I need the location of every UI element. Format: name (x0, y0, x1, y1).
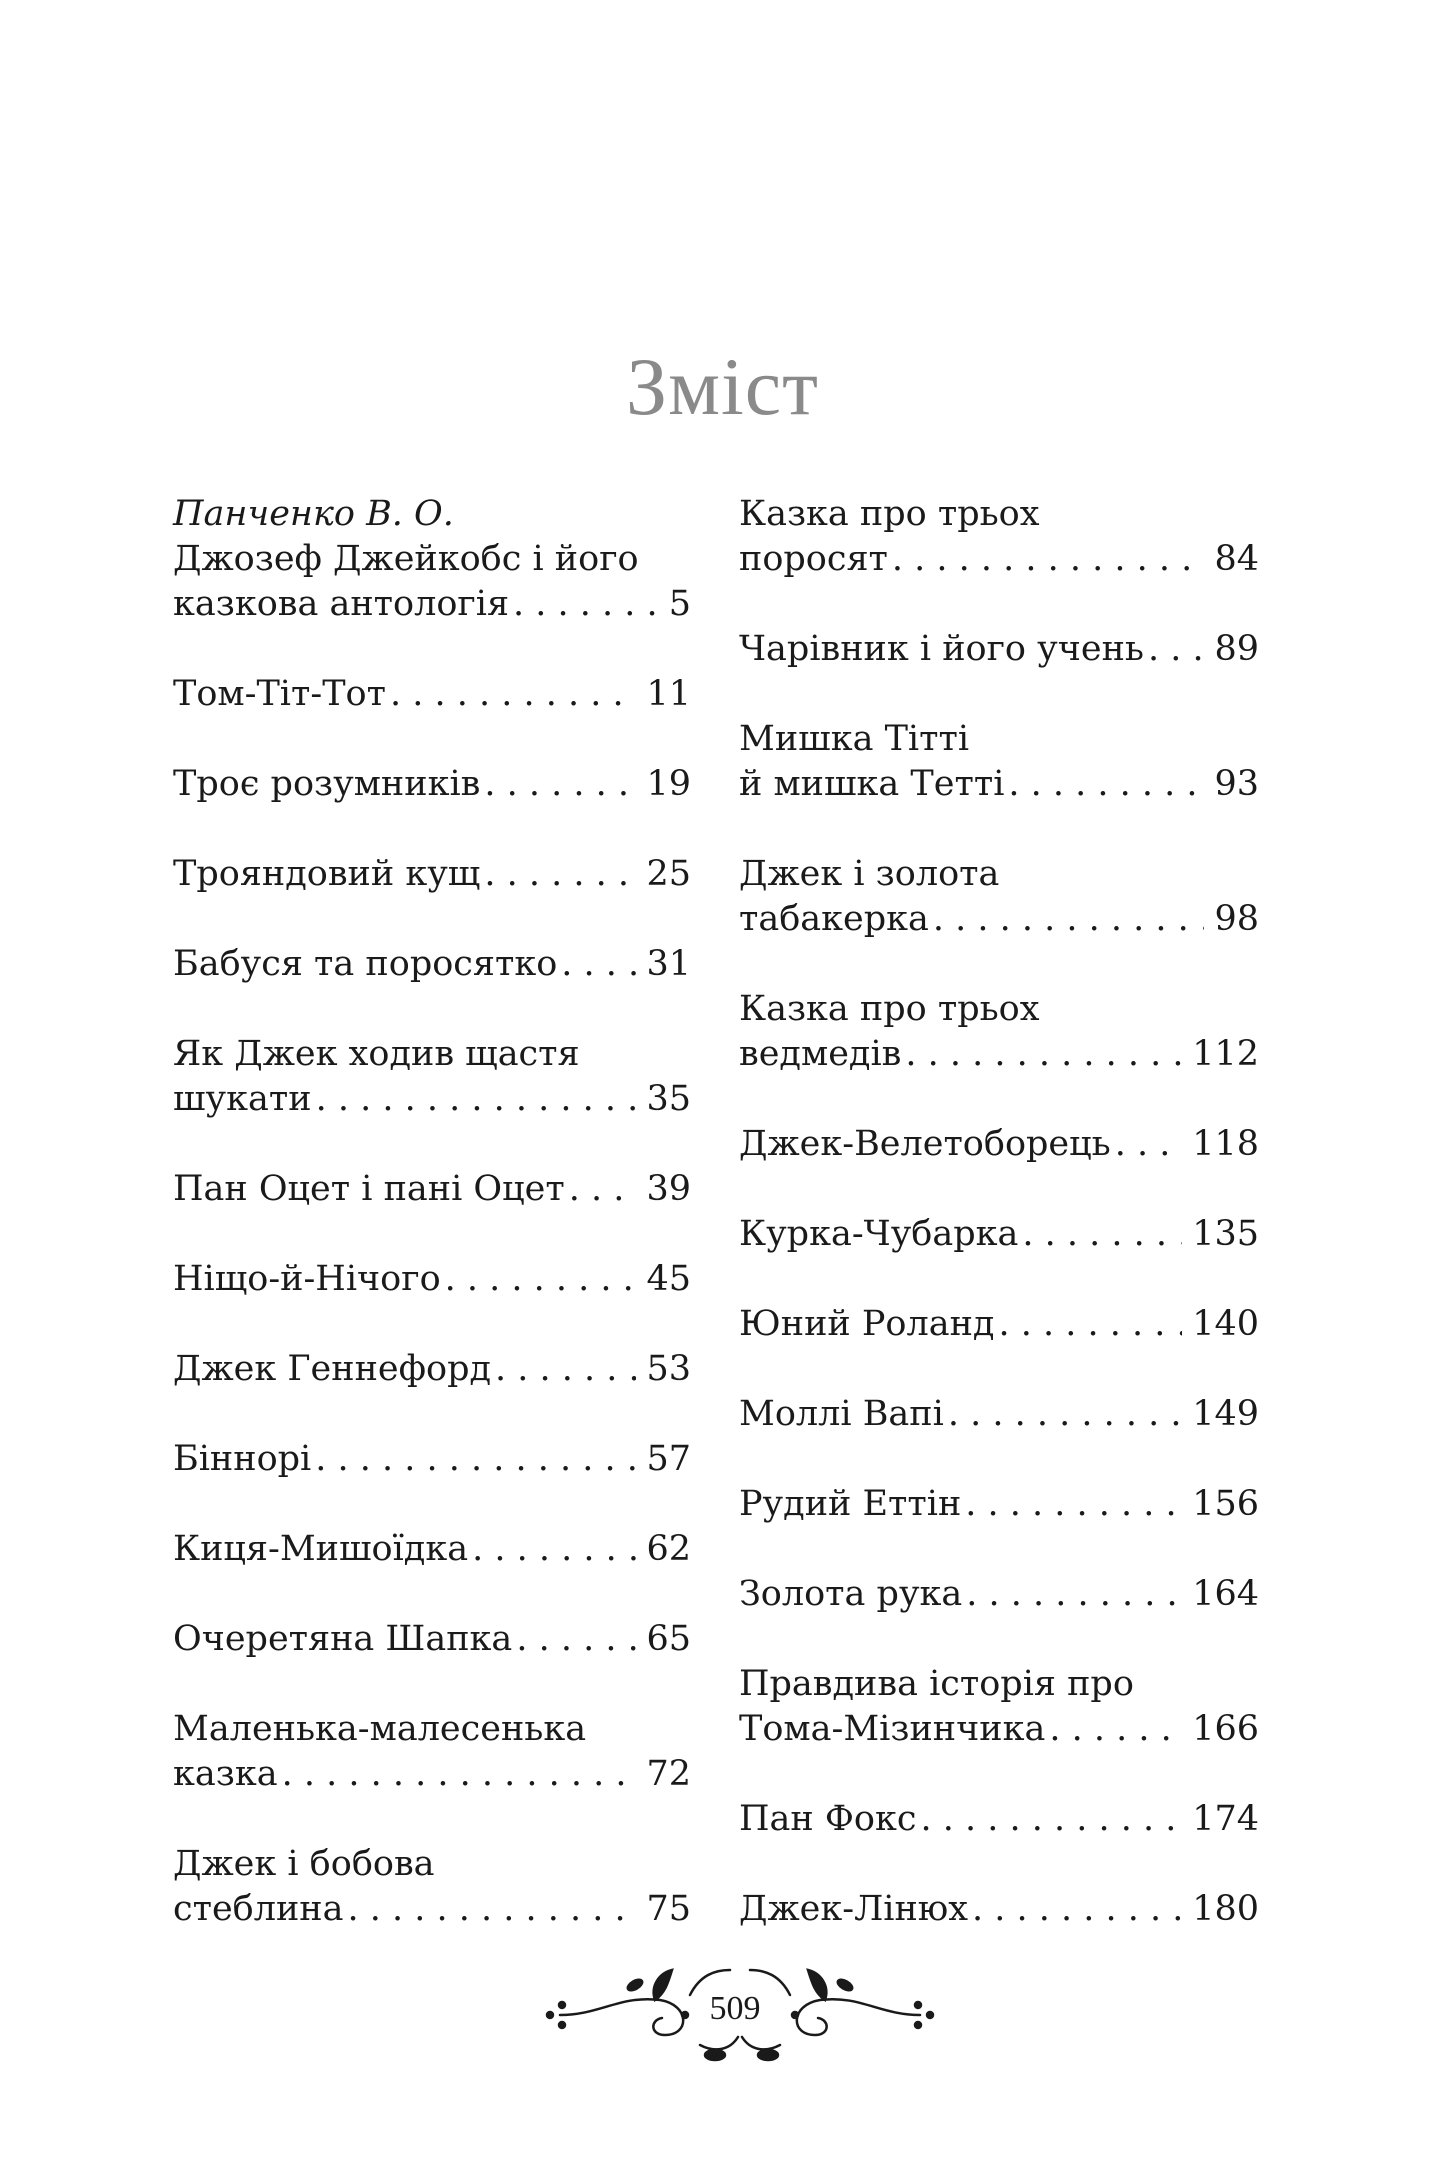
dot-leader (491, 1347, 636, 1392)
toc-entry-title: Троє розумників (173, 764, 481, 804)
toc-entry-page: 62 (646, 1529, 691, 1569)
dot-leader (557, 942, 636, 987)
dot-leader (962, 1572, 1182, 1617)
dot-leader (512, 1617, 636, 1662)
toc-entry-page: 149 (1192, 1394, 1259, 1434)
toc-entry[interactable] (739, 1212, 1259, 1257)
toc-entry-page: 156 (1192, 1484, 1259, 1524)
toc-entry-title: Киця-Мишоїдка (173, 1529, 469, 1569)
toc-entry-page: 84 (1214, 539, 1259, 579)
toc-entry-author: Панченко В. О. (173, 494, 454, 534)
toc-entry[interactable] (739, 492, 1259, 582)
dot-leader (565, 1167, 637, 1212)
dot-leader (888, 537, 1205, 582)
toc-entry-title: Рудий Еттін (739, 1484, 962, 1524)
toc-entry[interactable] (739, 852, 1259, 942)
toc-entry[interactable] (739, 1482, 1259, 1527)
dot-leader (1111, 1122, 1182, 1167)
toc-entry-title: казка (173, 1754, 278, 1794)
toc-entry[interactable] (173, 762, 691, 807)
toc-entry-page: 57 (646, 1439, 691, 1479)
toc-entry-title-line: Джек і бобова (173, 1844, 435, 1884)
toc-entry[interactable] (739, 1392, 1259, 1437)
toc-entry-page: 72 (646, 1754, 691, 1794)
page-number: 509 (709, 1990, 761, 2027)
toc-entry-title: ведмедів (739, 1034, 902, 1074)
toc-entry[interactable] (173, 942, 691, 987)
toc-entry-title-line: Мишка Тітті (739, 719, 970, 759)
toc-entry-page: 93 (1214, 764, 1259, 804)
toc-entry-title-line: Казка про трьох (739, 989, 1040, 1029)
toc-entry-page: 166 (1192, 1709, 1259, 1749)
toc-entry-title-line: Джек і золота (739, 854, 1000, 894)
toc-entry-title: Том-Тіт-Тот (173, 674, 386, 714)
toc-entry[interactable] (739, 1887, 1259, 1932)
toc-entry-page: 65 (646, 1619, 691, 1659)
toc-entry[interactable] (739, 627, 1259, 672)
dot-leader (916, 1797, 1182, 1842)
toc-entry[interactable] (739, 987, 1259, 1077)
toc-entry[interactable] (173, 1437, 691, 1482)
dot-leader (509, 582, 659, 627)
toc-entry-title: Джек-Велетоборець (739, 1124, 1111, 1164)
toc-entry[interactable] (173, 1257, 691, 1302)
dot-leader (480, 852, 636, 897)
dot-leader (311, 1437, 636, 1482)
toc-entry-title: табакерка (739, 899, 929, 939)
toc-entry-title: поросят (739, 539, 888, 579)
toc-entry-page: 180 (1192, 1889, 1259, 1929)
toc-entry[interactable] (739, 1797, 1259, 1842)
dot-leader (344, 1887, 637, 1932)
toc-entry-page: 98 (1214, 899, 1259, 939)
toc-entry-title: стеблина (173, 1889, 344, 1929)
toc-entry-title: Чарівник і його учень (739, 629, 1144, 669)
toc-entry[interactable] (173, 852, 691, 897)
toc-entry-page: 75 (646, 1889, 691, 1929)
toc-entry[interactable] (173, 492, 691, 627)
page-title: Зміст (626, 340, 819, 432)
toc-entry-title-line: Як Джек ходив щастя (173, 1034, 580, 1074)
toc-entry-title: Тома-Мізинчика (739, 1709, 1046, 1749)
dot-leader (994, 1302, 1182, 1347)
toc-entry-title: Ніщо-й-Нічого (173, 1259, 441, 1299)
toc-entry-title-line: Казка про трьох (739, 494, 1040, 534)
toc-entry-page: 19 (646, 764, 691, 804)
toc-entry[interactable] (739, 717, 1259, 807)
toc-entry-title: Курка-Чубарка (739, 1214, 1019, 1254)
toc-entry-title: Бабуся та поросятко (173, 944, 558, 984)
dot-leader (480, 762, 636, 807)
toc-entry[interactable] (173, 1707, 691, 1797)
dot-leader (944, 1392, 1182, 1437)
toc-entry[interactable] (739, 1662, 1259, 1752)
toc-entry[interactable] (739, 1122, 1259, 1167)
toc-entry-page: 25 (646, 854, 691, 894)
toc-entry-title: Пан Оцет і пані Оцет (173, 1169, 565, 1209)
toc-entry[interactable] (173, 1842, 691, 1932)
toc-entry-page: 89 (1214, 629, 1259, 669)
dot-leader (278, 1752, 637, 1797)
dot-leader (1144, 627, 1204, 672)
toc-entry-page: 135 (1192, 1214, 1259, 1254)
toc-entry-title: Біннорі (173, 1439, 312, 1479)
toc-entry-page: 39 (646, 1169, 691, 1209)
toc-entry-page: 140 (1192, 1304, 1259, 1344)
dot-leader (901, 1032, 1182, 1077)
dot-leader (961, 1482, 1182, 1527)
dot-leader (441, 1257, 637, 1302)
toc-entry-page: 5 (668, 584, 691, 624)
dot-leader (1018, 1212, 1182, 1257)
toc-entry[interactable] (173, 1527, 691, 1572)
toc-entry-title: Трояндовий кущ (173, 854, 481, 894)
dot-leader (386, 672, 636, 717)
toc-entry-title: Джек Геннефорд (173, 1349, 492, 1389)
toc-entry-page: 45 (646, 1259, 691, 1299)
dot-leader (968, 1887, 1182, 1932)
toc-entry-title: й мишка Тетті (739, 764, 1005, 804)
toc-entry-title-line: Джозеф Джейкобс і його (173, 539, 639, 579)
toc-entry[interactable] (173, 1032, 691, 1122)
toc-entry-title: казкова антологія (173, 584, 510, 624)
toc-entry[interactable] (173, 1167, 691, 1212)
toc-entry[interactable] (739, 1302, 1259, 1347)
toc-left-column (173, 492, 691, 1977)
dot-leader (1004, 762, 1204, 807)
toc-entry-title: Золота рука (739, 1574, 963, 1614)
dot-leader (468, 1527, 636, 1572)
toc-entry[interactable] (173, 1617, 691, 1662)
toc-entry-page: 112 (1192, 1034, 1259, 1074)
toc-entry[interactable] (739, 1572, 1259, 1617)
toc-entry-page: 174 (1192, 1799, 1259, 1839)
toc-entry-title: Юний Роланд (739, 1304, 995, 1344)
toc-entry[interactable] (173, 1347, 691, 1392)
toc-entry-title: Моллі Вапі (739, 1394, 944, 1434)
toc-entry-page: 53 (646, 1349, 691, 1389)
toc-entry-page: 164 (1192, 1574, 1259, 1614)
toc-entry-title: Пан Фокс (739, 1799, 917, 1839)
dot-leader (1045, 1707, 1182, 1752)
toc-entry-page: 35 (646, 1079, 691, 1119)
toc-entry-page: 11 (646, 674, 691, 714)
dot-leader (929, 897, 1205, 942)
toc-right-column (739, 492, 1259, 1977)
toc-entry-title: Джек-Лінюх (739, 1889, 969, 1929)
toc-entry-title-line: Маленька-малесенька (173, 1709, 587, 1749)
toc-entry-title: Очеретяна Шапка (173, 1619, 513, 1659)
toc-entry-title-line: Правдива історія про (739, 1664, 1134, 1704)
dot-leader (312, 1077, 637, 1122)
toc-entry-page: 31 (646, 944, 691, 984)
toc-entry-title: шукати (173, 1079, 312, 1119)
toc-entry[interactable] (173, 672, 691, 717)
toc-entry-page: 118 (1192, 1124, 1259, 1164)
